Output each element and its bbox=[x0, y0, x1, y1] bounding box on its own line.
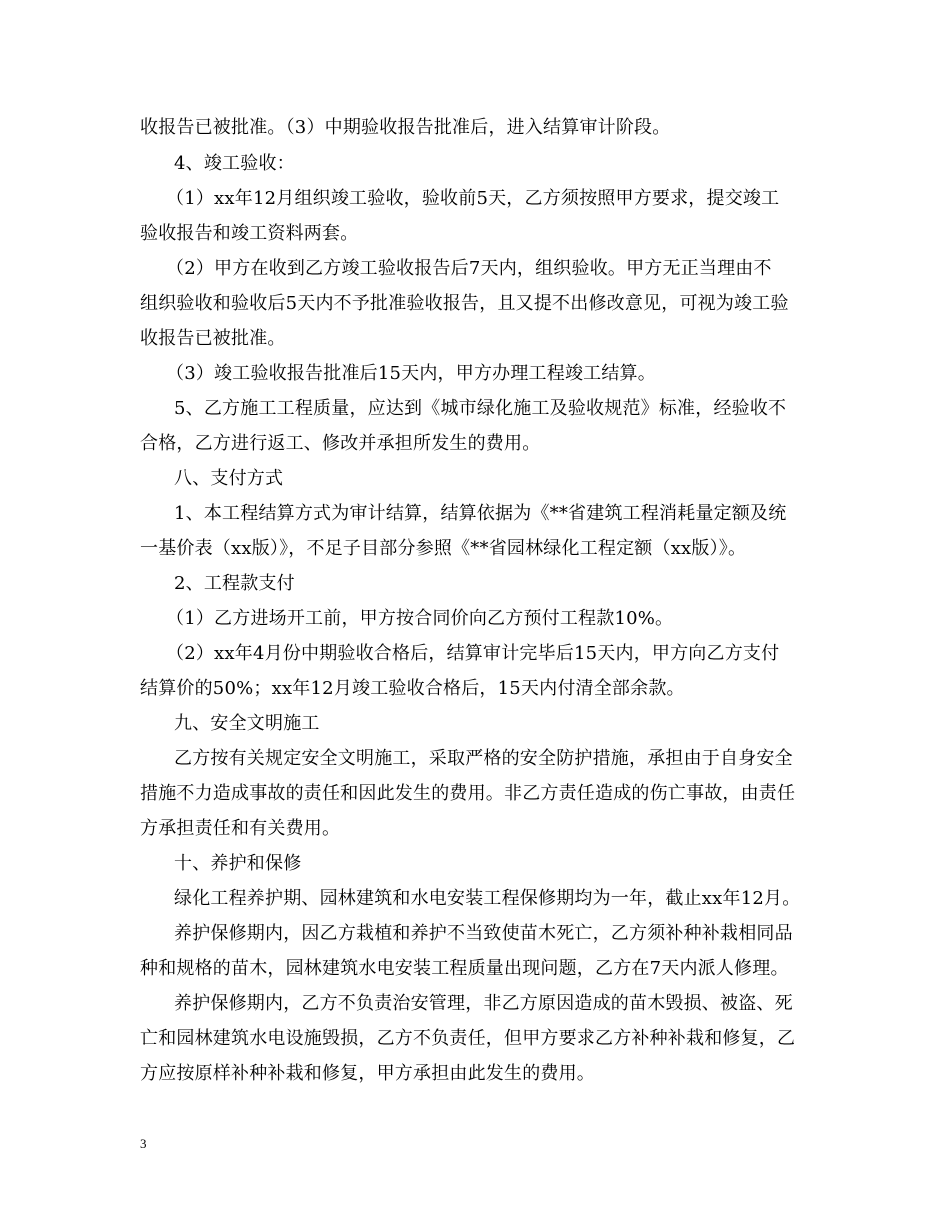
body-text-line: （1）乙方进场开工前，甲方按合同价向乙方预付工程款10%。 bbox=[166, 608, 674, 629]
body-text-line: 收报告已被批准。 bbox=[140, 328, 286, 349]
body-text-line: 养护保修期内，乙方不负责治安管理，非乙方原因造成的苗木毁损、被盗、死 bbox=[174, 993, 793, 1014]
body-text-line: 亡和园林建筑水电设施毁损，乙方不负责任，但甲方要求乙方补种补栽和修复，乙 bbox=[140, 1028, 796, 1049]
body-text-line: 一基价表（xx版）》，不足子目部分参照《**省园林绿化工程定额（xx版）》。 bbox=[140, 538, 747, 559]
body-text-line: 验收报告和竣工资料两套。 bbox=[140, 223, 359, 244]
body-text-line: 合格，乙方进行返工、修改并承担所发生的费用。 bbox=[140, 433, 541, 454]
body-text-line: 1、本工程结算方式为审计结算，结算依据为《**省建筑工程消耗量定额及统 bbox=[174, 503, 787, 524]
body-text-line: 绿化工程养护期、园林建筑和水电安装工程保修期均为一年，截止xx年12月。 bbox=[174, 888, 801, 909]
body-text-line: 种和规格的苗木，园林建筑水电安装工程质量出现问题，乙方在7天内派人修理。 bbox=[140, 958, 789, 979]
body-text-line: （2）甲方在收到乙方竣工验收报告后7天内，组织验收。甲方无正当理由不 bbox=[166, 258, 772, 279]
body-text-line: 养护保修期内，因乙方栽植和养护不当致使苗木死亡，乙方须补种补栽相同品 bbox=[174, 923, 793, 944]
body-text-line: 乙方按有关规定安全文明施工，采取严格的安全防护措施，承担由于自身安全 bbox=[174, 748, 793, 769]
body-text-line: 组织验收和验收后5天内不予批准验收报告，且又提不出修改意见，可视为竣工验 bbox=[140, 293, 789, 314]
section-heading: 十、养护和保修 bbox=[174, 853, 302, 874]
body-text-line: 结算价的50%；xx年12月竣工验收合格后，15天内付清全部余款。 bbox=[140, 678, 685, 699]
body-text-line: （3）竣工验收报告批准后15天内，甲方办理工程竣工结算。 bbox=[166, 363, 656, 384]
section-heading: 八、支付方式 bbox=[174, 468, 284, 489]
section-heading: 4、竣工验收： bbox=[174, 153, 295, 174]
body-text-line: 措施不力造成事故的责任和因此发生的费用。非乙方责任造成的伤亡事故，由责任 bbox=[140, 783, 796, 804]
body-text-line: 收报告已被批准。（3）中期验收报告批准后，进入结算审计阶段。 bbox=[140, 117, 671, 138]
body-text-line: 方应按原样补种补栽和修复，甲方承担由此发生的费用。 bbox=[140, 1063, 595, 1084]
page-number: 3 bbox=[140, 1136, 147, 1151]
section-heading: 2、工程款支付 bbox=[174, 573, 295, 594]
body-text-line: （2）xx年4月份中期验收合格后，结算审计完毕后15天内，甲方向乙方支付 bbox=[166, 643, 780, 664]
section-heading: 九、安全文明施工 bbox=[174, 713, 320, 734]
body-text-line: 5、乙方施工工程质量，应达到《城市绿化施工及验收规范》标准，经验收不 bbox=[174, 398, 787, 419]
body-text-line: （1）xx年12月组织竣工验收，验收前5天，乙方须按照甲方要求，提交竣工 bbox=[166, 188, 780, 209]
body-text-line: 方承担责任和有关费用。 bbox=[140, 818, 341, 839]
